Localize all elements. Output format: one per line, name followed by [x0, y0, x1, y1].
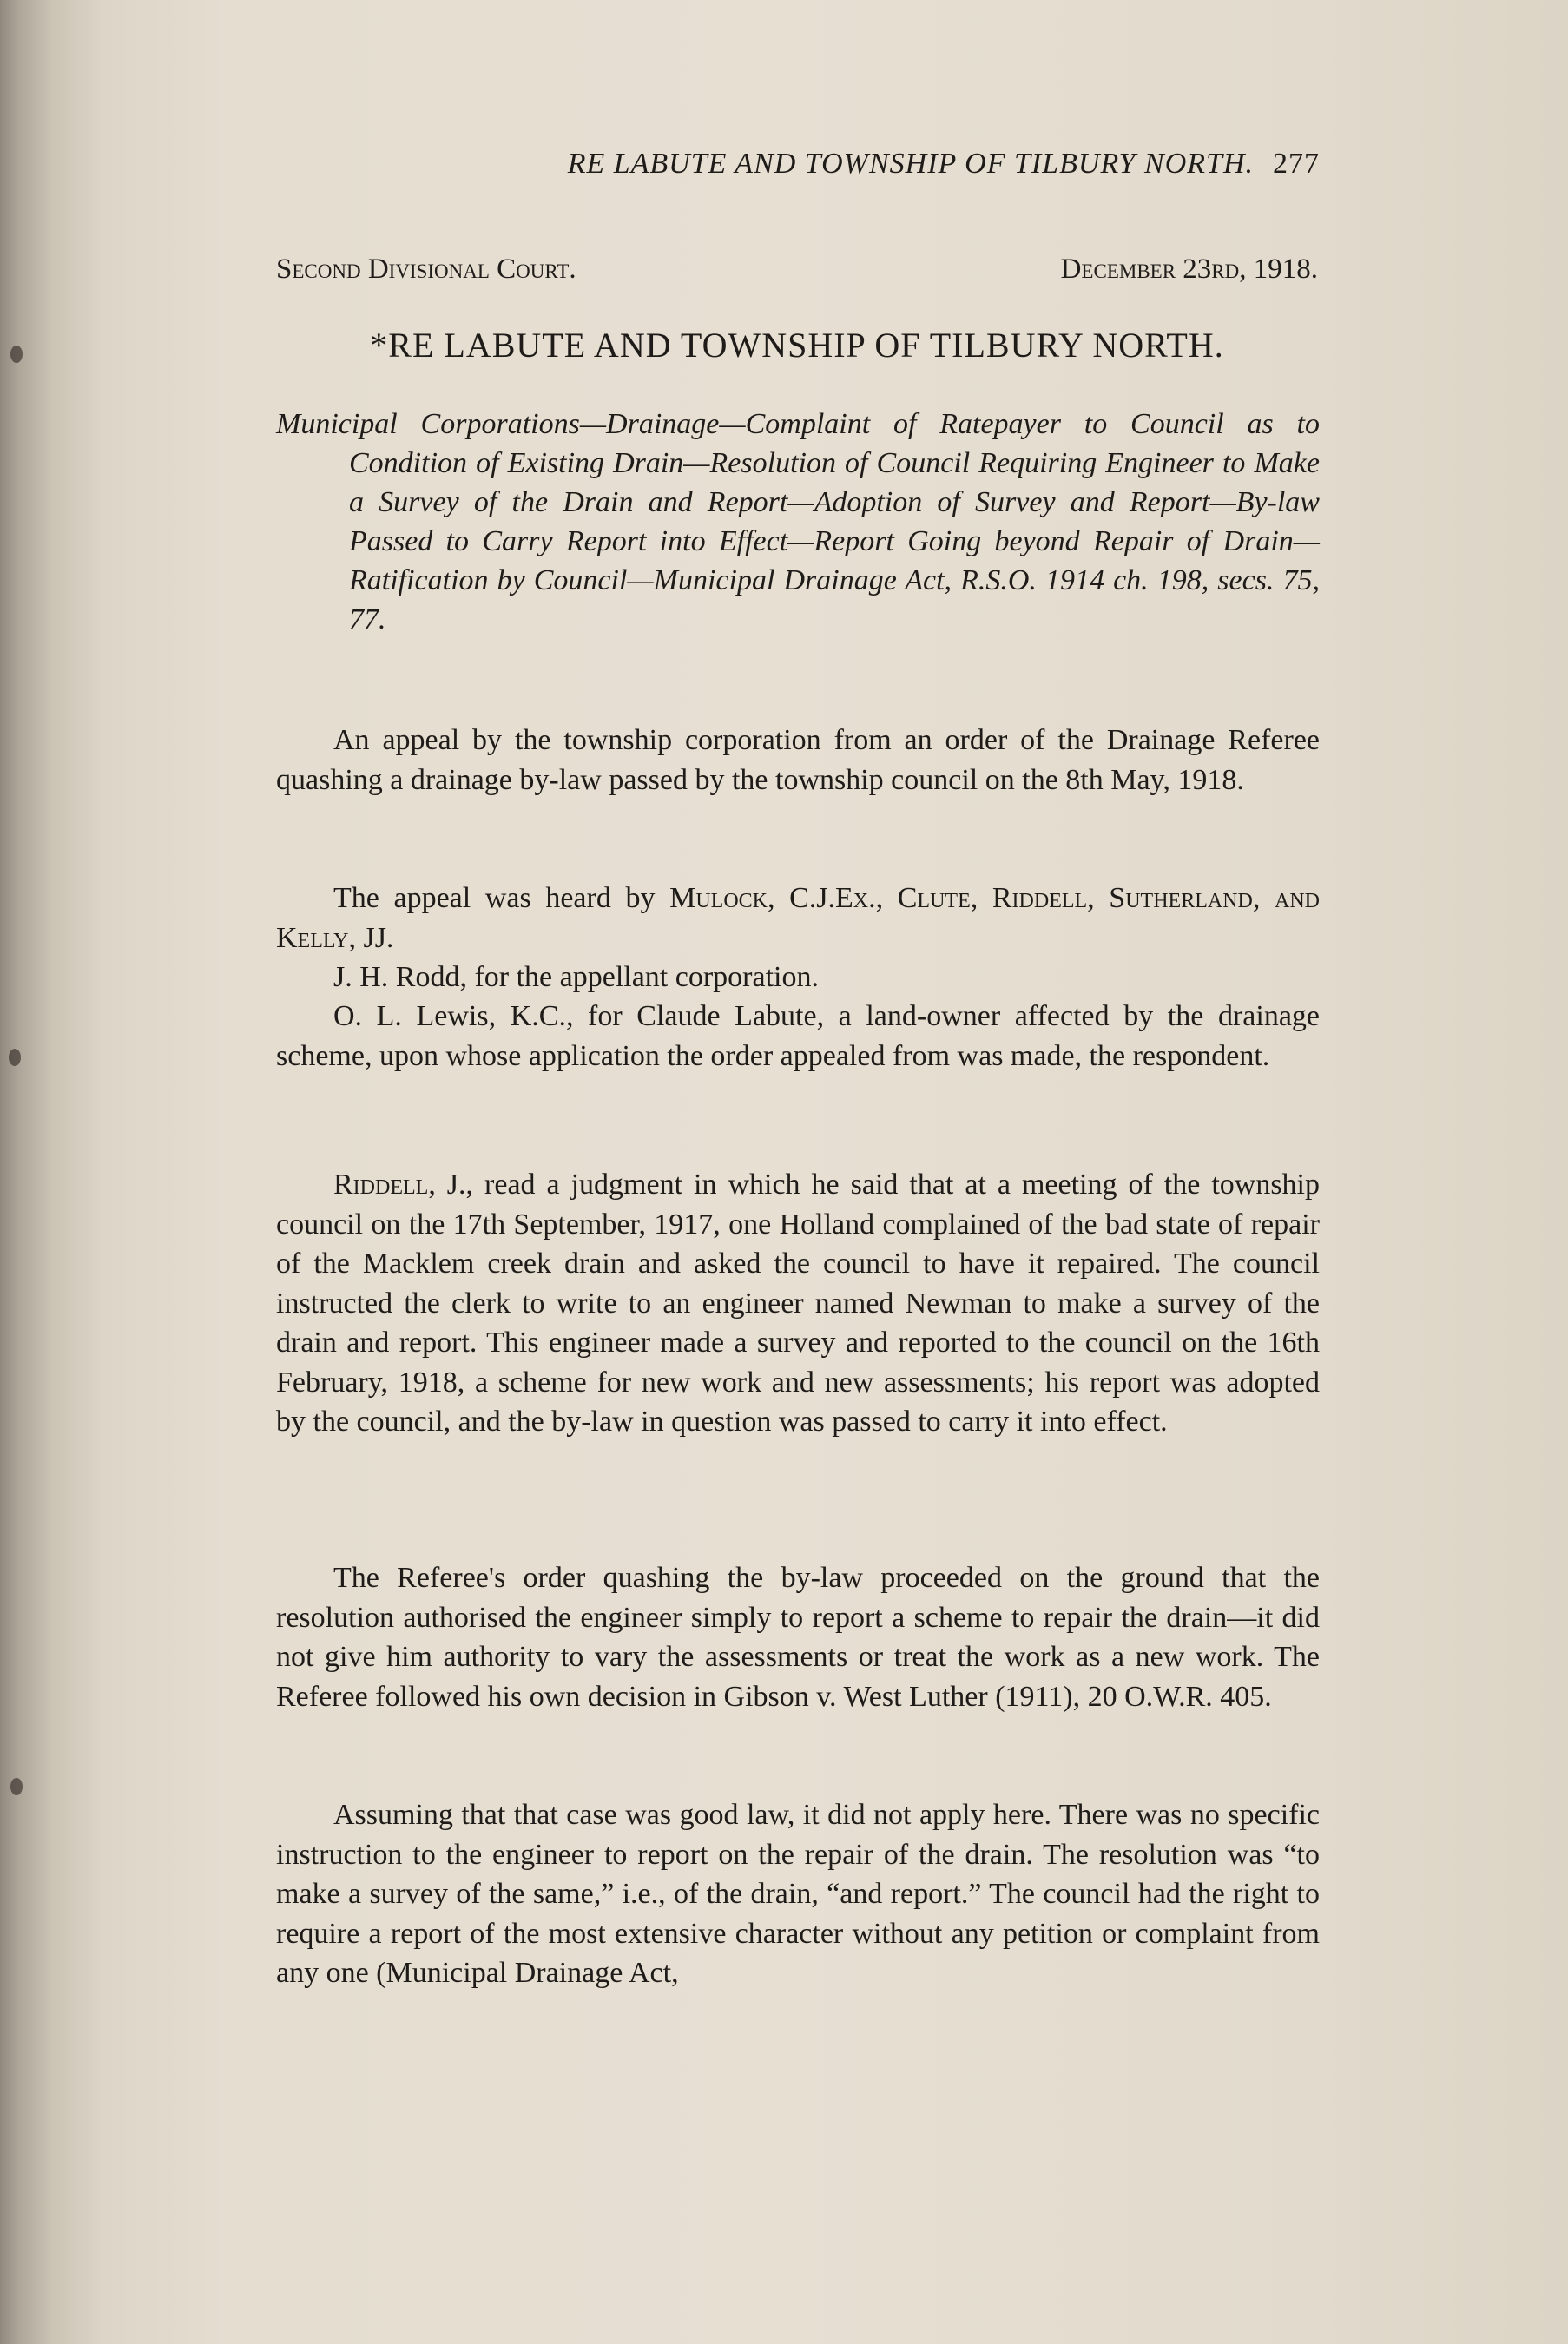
judges: Mulock, C.J.Ex., Clute, Riddell, Sutherland, and Kelly, JJ.	[276, 882, 1320, 954]
counsel-respondent: O. L. Lewis, K.C., for Claude Labute, a land-owner affected by the drainage scheme, upon whose application the order appealed from was made, the respondent.	[276, 1000, 1320, 1072]
heard-intro: The appeal was heard by	[333, 882, 670, 914]
margin-mark	[10, 1778, 23, 1795]
court-name: Second Divisional Court.	[276, 253, 576, 285]
court-date: December 23rd, 1918.	[1060, 253, 1318, 285]
case-title: *RE LABUTE AND TOWNSHIP OF TILBURY NORTH.	[370, 326, 1224, 365]
court-line	[276, 253, 1318, 286]
margin-mark	[9, 1049, 21, 1066]
judgment-text: , read a judgment in which he said that at a meeting of the township council on the 17th September, 1917, one Holland complained of the bad state of repair of the Macklem creek drain and asked the council to have it repaired. The council instructed the clerk to write to an engineer named Newman to make a survey of the drain and report. This engineer made a survey and reported to the council on the 16th February, 1918, a scheme for new work and new assessments; his report was adopted by the council, and the by-law in question was passed to carry it into effect.	[276, 1169, 1321, 1438]
margin-mark	[10, 346, 23, 363]
counsel-appellant: J. H. Rodd, for the appellant corporation.	[333, 961, 819, 993]
assuming-paragraph: Assuming that that case was good law, it did not apply here. There was no specific instruction to the engineer to report on the repair of the drain. The resolution was “to make a survey of the same,” i.e., of the drain, “and report.” The council had the right to require a report of the most extensive character without any petition or complaint from any one (Municipal Drainage Act,	[276, 1799, 1320, 1989]
heard-paragraph	[276, 879, 1320, 958]
page-number: 277	[1273, 148, 1320, 180]
running-head	[373, 148, 1320, 181]
headnote: Municipal Corporations—Drainage—Complaint of Ratepayer to Council as to Condition of Existing Drain—Resolution of Council Requiring Engineer to Make a Survey of the Drain and Report—Adoption of Survey and Report—By-law Passed to Carry Report into Effect—Report Going beyond Repair of Drain—Ratification by Council—Municipal Drainage Act, R.S.O. 1914 ch. 198, secs. 75, 77.	[276, 408, 1320, 635]
referee-order-paragraph: The Referee's order quashing the by-law proceeded on the ground that the resolution authorised the engineer simply to report a scheme to repair the drain—it did not give him authority to vary the assessments or treat the work as a new work. The Referee followed his own decision in Gibson v. West Luther (1911), 20 O.W.R. 405.	[276, 1562, 1320, 1713]
running-head-title: RE LABUTE AND TOWNSHIP OF TILBURY NORTH.	[567, 148, 1254, 180]
judge-name: Riddell, J.	[333, 1169, 466, 1201]
judgment-paragraph	[276, 1165, 1320, 1442]
appeal-paragraph: An appeal by the township corporation from an order of the Drainage Referee quashing a drainage by-law passed by the township council on the 8th May, 1918.	[276, 724, 1320, 796]
